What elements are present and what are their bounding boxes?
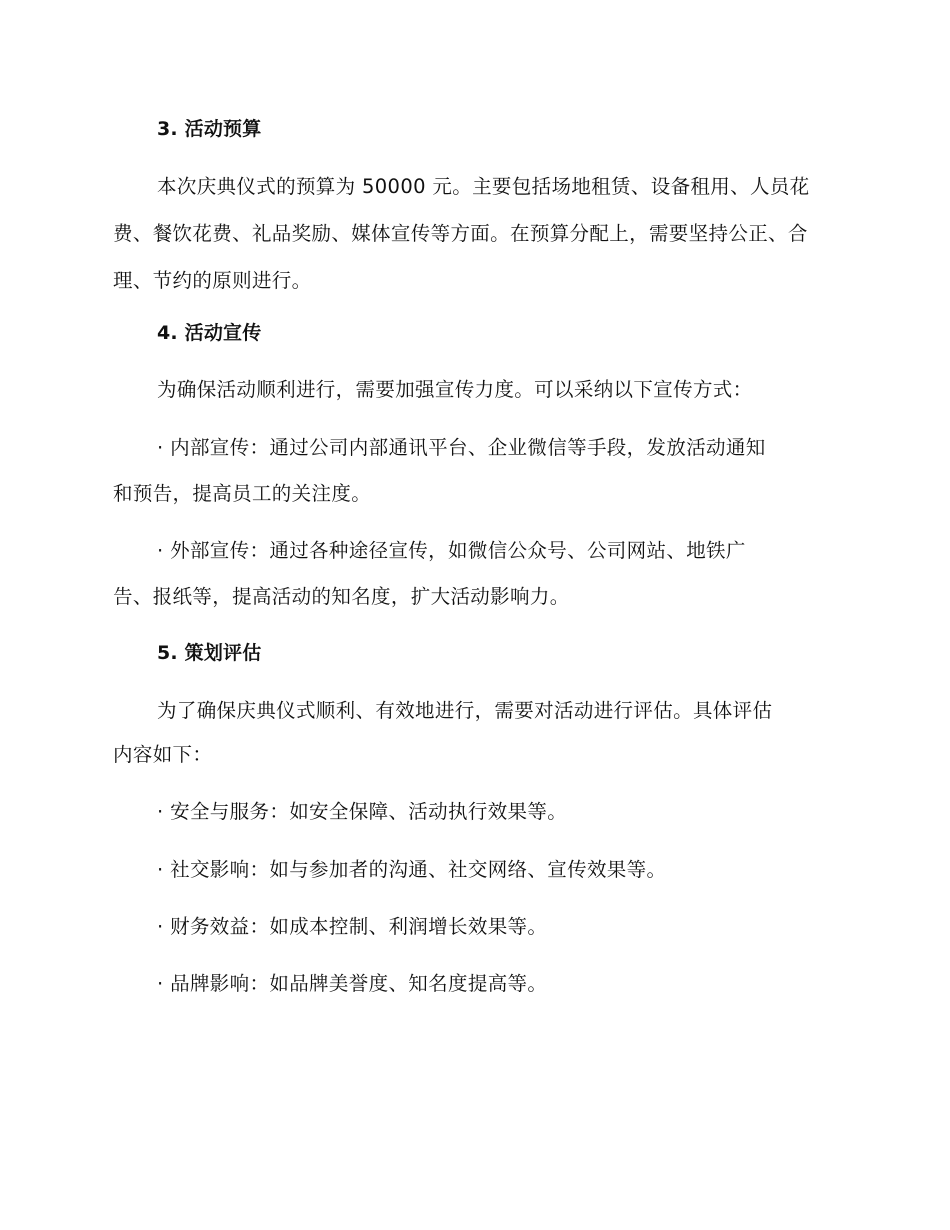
external-promotion-line1: · 外部宣传：通过各种途径宣传，如微信公众号、公司网站、地铁广 <box>157 539 746 562</box>
budget-paragraph: 本次庆典仪式的预算为 50000 元。主要包括场地租赁、设备租用、人员花费、餐饮花费、礼品奖励、媒体宣传等方面。在预算分配上，需要坚持公正、合理、节约的原则进行。 <box>113 175 810 292</box>
internal-promotion-line1: · 内部宣传：通过公司内部通讯平台、企业微信等手段，发放活动通知 <box>157 436 766 459</box>
promotion-intro: 为确保活动顺利进行，需要加强宣传力度。可以采纳以下宣传方式： <box>157 378 753 401</box>
evaluation-intro-line1: 为了确保庆典仪式顺利、有效地进行，需要对活动进行评估。具体评估 <box>157 699 773 722</box>
evaluation-item-social: · 社交影响：如与参加者的沟通、社交网络、宣传效果等。 <box>157 858 667 881</box>
section-heading-budget: 3. 活动预算 <box>157 118 262 140</box>
internal-promotion-line2: 和预告，提高员工的关注度。 <box>113 482 372 505</box>
evaluation-item-safety: · 安全与服务：如安全保障、活动执行效果等。 <box>157 800 568 823</box>
section-heading-promotion: 4. 活动宣传 <box>157 322 262 344</box>
evaluation-intro-line2: 内容如下： <box>113 743 213 766</box>
section-heading-evaluation: 5. 策划评估 <box>157 642 262 664</box>
evaluation-item-finance: · 财务效益：如成本控制、利润增长效果等。 <box>157 915 548 938</box>
evaluation-item-brand: · 品牌影响：如品牌美誉度、知名度提高等。 <box>157 972 548 995</box>
external-promotion-line2: 告、报纸等，提高活动的知名度，扩大活动影响力。 <box>113 585 570 608</box>
